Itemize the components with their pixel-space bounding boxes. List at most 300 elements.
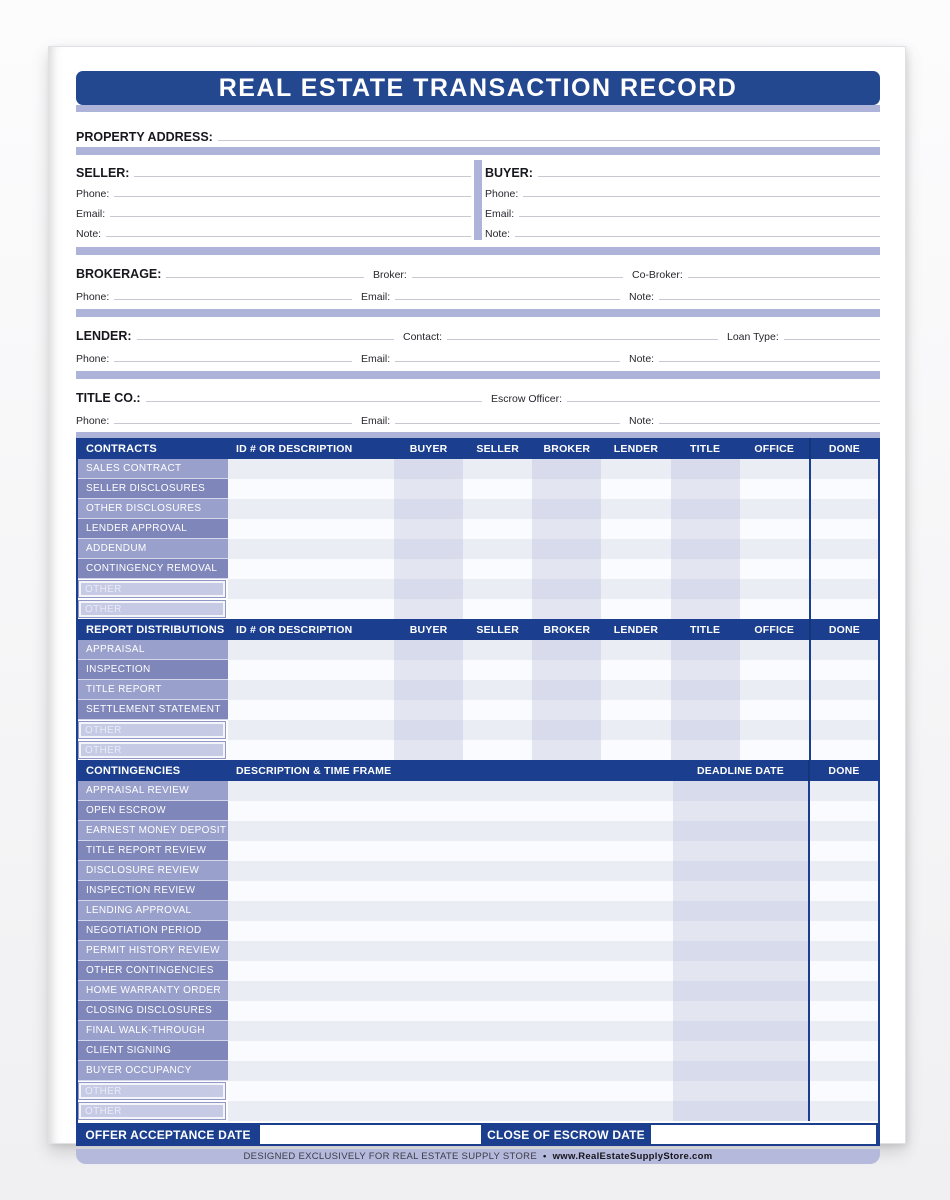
checkbox-cell-broker bbox=[532, 680, 601, 700]
checkbox-cell-buyer bbox=[394, 579, 463, 599]
checkbox-cell-done bbox=[809, 700, 878, 720]
checkbox-cell-office bbox=[740, 720, 809, 740]
checkbox-cell-done bbox=[809, 579, 878, 599]
brokerage-note-field bbox=[659, 299, 880, 300]
brokerage-row-1 bbox=[76, 259, 880, 281]
lender-phone-field bbox=[114, 361, 352, 362]
checkbox-cell-broker bbox=[532, 519, 601, 539]
checkbox-cell-seller bbox=[463, 539, 532, 559]
contingencies-row-label: CLIENT SIGNING bbox=[78, 1041, 228, 1061]
description-timeframe-cell bbox=[228, 1081, 673, 1101]
loan-type-label: Loan Type: bbox=[727, 331, 779, 343]
checkbox-cell-seller bbox=[463, 680, 532, 700]
form-sheet bbox=[48, 46, 906, 1162]
report-distributions-row-label: APPRAISAL bbox=[78, 640, 228, 660]
checkbox-cell-title bbox=[671, 680, 740, 700]
checkbox-cell-broker bbox=[532, 740, 601, 760]
checkbox-cell-buyer bbox=[394, 599, 463, 619]
dates-row bbox=[78, 1123, 878, 1146]
checkbox-cell-seller bbox=[463, 640, 532, 660]
description-cell bbox=[228, 499, 394, 519]
column-header-office: OFFICE bbox=[740, 619, 809, 640]
buyer-phone-label: Phone: bbox=[485, 188, 519, 200]
deadline-date-cell bbox=[673, 901, 808, 921]
title-co-name-field bbox=[146, 401, 482, 402]
description-cell bbox=[228, 740, 394, 760]
title-co-row-1 bbox=[76, 383, 880, 405]
checkbox-cell-office bbox=[740, 660, 809, 680]
lender-label: LENDER: bbox=[76, 329, 132, 343]
done-checkbox-cell bbox=[808, 1001, 878, 1021]
section-divider bbox=[76, 371, 880, 379]
checkbox-cell-seller bbox=[463, 720, 532, 740]
form-title: REAL ESTATE TRANSACTION RECORD bbox=[218, 73, 738, 102]
lender-phone-label: Phone: bbox=[76, 353, 110, 365]
buyer-email-row bbox=[485, 200, 880, 220]
checkbox-cell-broker bbox=[532, 720, 601, 740]
deadline-date-cell bbox=[673, 961, 808, 981]
buyer-phone-row bbox=[485, 180, 880, 200]
checkbox-cell-seller bbox=[463, 559, 532, 579]
report-distributions-header: REPORT DISTRIBUTIONS bbox=[78, 619, 228, 640]
brokerage-phone-field bbox=[114, 299, 352, 300]
checkbox-cell-lender bbox=[601, 720, 670, 740]
description-timeframe-cell bbox=[228, 781, 673, 801]
checkbox-cell-lender bbox=[601, 640, 670, 660]
done-checkbox-cell bbox=[808, 801, 878, 821]
contingencies-row-label: FINAL WALK-THROUGH bbox=[78, 1021, 228, 1041]
title-co-section bbox=[76, 382, 880, 430]
description-timeframe-cell bbox=[228, 821, 673, 841]
brokerage-email-label: Email: bbox=[361, 291, 391, 303]
lender-email-field bbox=[395, 361, 620, 362]
broker-field bbox=[412, 277, 623, 278]
checkbox-cell-broker bbox=[532, 459, 601, 479]
column-header-office: OFFICE bbox=[740, 438, 809, 459]
contingencies-row-label: OTHER bbox=[78, 1102, 226, 1120]
contracts-row-label: ADDENDUM bbox=[78, 539, 228, 559]
title-co-row-2 bbox=[76, 405, 880, 427]
checkbox-cell-buyer bbox=[394, 519, 463, 539]
description-cell bbox=[228, 660, 394, 680]
checkbox-cell-lender bbox=[601, 579, 670, 599]
buyer-section bbox=[485, 160, 880, 240]
offer-acceptance-date-field bbox=[258, 1123, 483, 1146]
seller-name-row bbox=[76, 160, 471, 180]
checkbox-cell-title bbox=[671, 459, 740, 479]
broker-label: Broker: bbox=[373, 269, 407, 281]
description-column-header: ID # OR DESCRIPTION bbox=[228, 438, 394, 459]
contingencies-row-label: PERMIT HISTORY REVIEW bbox=[78, 941, 228, 961]
contingencies-row-label: DISCLOSURE REVIEW bbox=[78, 861, 228, 881]
checkbox-cell-broker bbox=[532, 499, 601, 519]
column-header-lender: LENDER bbox=[601, 438, 670, 459]
contingencies-row-label: LENDING APPROVAL bbox=[78, 901, 228, 921]
contracts-row-label: CONTINGENCY REMOVAL bbox=[78, 559, 228, 579]
title-co-phone-field bbox=[114, 423, 352, 424]
cobroker-field bbox=[688, 277, 880, 278]
checkbox-cell-buyer bbox=[394, 700, 463, 720]
checkbox-cell-buyer bbox=[394, 660, 463, 680]
report-distributions-row-label: OTHER bbox=[78, 741, 226, 759]
checkbox-cell-seller bbox=[463, 479, 532, 499]
buyer-label: BUYER: bbox=[485, 166, 533, 180]
deadline-date-cell bbox=[673, 1061, 808, 1081]
done-checkbox-cell bbox=[808, 1021, 878, 1041]
footer-site: www.RealEstateSupplyStore.com bbox=[552, 1151, 713, 1162]
done-checkbox-cell bbox=[808, 941, 878, 961]
footer-bullet: • bbox=[542, 1151, 547, 1162]
description-cell bbox=[228, 579, 394, 599]
checkbox-cell-title bbox=[671, 599, 740, 619]
contracts-row-label: LENDER APPROVAL bbox=[78, 519, 228, 539]
checkbox-cell-lender bbox=[601, 740, 670, 760]
contingencies-row-label: APPRAISAL REVIEW bbox=[78, 781, 228, 801]
lender-section bbox=[76, 320, 880, 368]
checkbox-cell-done bbox=[809, 559, 878, 579]
checkbox-cell-done bbox=[809, 479, 878, 499]
brokerage-section bbox=[76, 258, 880, 306]
column-header-broker: BROKER bbox=[532, 438, 601, 459]
checkbox-cell-title bbox=[671, 479, 740, 499]
contingencies-row-label: OTHER CONTINGENCIES bbox=[78, 961, 228, 981]
lender-email-label: Email: bbox=[361, 353, 391, 365]
seller-label: SELLER: bbox=[76, 166, 130, 180]
checkbox-cell-buyer bbox=[394, 740, 463, 760]
report-distributions-row-label: INSPECTION bbox=[78, 660, 228, 680]
description-timeframe-cell bbox=[228, 901, 673, 921]
checkbox-cell-done bbox=[809, 640, 878, 660]
contracts-header: CONTRACTS bbox=[78, 438, 228, 459]
title-underline-strip bbox=[76, 105, 880, 112]
report-distributions-table bbox=[78, 619, 878, 760]
deadline-date-cell bbox=[673, 801, 808, 821]
description-timeframe-cell bbox=[228, 961, 673, 981]
description-cell bbox=[228, 479, 394, 499]
contracts-row-label: OTHER DISCLOSURES bbox=[78, 499, 228, 519]
title-co-email-label: Email: bbox=[361, 415, 391, 427]
checkbox-cell-office bbox=[740, 519, 809, 539]
buyer-email-label: Email: bbox=[485, 208, 515, 220]
contingencies-row-label: INSPECTION REVIEW bbox=[78, 881, 228, 901]
done-checkbox-cell bbox=[808, 841, 878, 861]
checkbox-cell-broker bbox=[532, 660, 601, 680]
done-checkbox-cell bbox=[808, 781, 878, 801]
checkbox-cell-done bbox=[809, 499, 878, 519]
checkbox-cell-seller bbox=[463, 499, 532, 519]
brokerage-name-field bbox=[166, 277, 364, 278]
column-header-seller: SELLER bbox=[463, 619, 532, 640]
description-timeframe-cell bbox=[228, 981, 673, 1001]
checkbox-cell-seller bbox=[463, 459, 532, 479]
lender-row-1 bbox=[76, 321, 880, 343]
done-checkbox-cell bbox=[808, 981, 878, 1001]
checkbox-cell-done bbox=[809, 740, 878, 760]
seller-phone-field bbox=[114, 196, 471, 197]
lender-contact-field bbox=[447, 339, 718, 340]
close-escrow-date-field bbox=[649, 1123, 878, 1146]
footer-text: DESIGNED EXCLUSIVELY FOR REAL ESTATE SUPPLY STORE bbox=[243, 1151, 537, 1162]
checkbox-cell-office bbox=[740, 700, 809, 720]
title-co-note-label: Note: bbox=[629, 415, 655, 427]
seller-note-row bbox=[76, 220, 471, 240]
buyer-name-field bbox=[538, 176, 880, 177]
column-header-broker: BROKER bbox=[532, 619, 601, 640]
loan-type-field bbox=[784, 339, 880, 340]
deadline-date-cell bbox=[673, 1021, 808, 1041]
contingencies-row-label: TITLE REPORT REVIEW bbox=[78, 841, 228, 861]
description-timeframe-cell bbox=[228, 1061, 673, 1081]
checkbox-cell-title bbox=[671, 519, 740, 539]
description-timeframe-cell bbox=[228, 1041, 673, 1061]
property-address-field bbox=[218, 140, 880, 141]
checkbox-cell-title bbox=[671, 640, 740, 660]
seller-email-label: Email: bbox=[76, 208, 106, 220]
checkbox-cell-lender bbox=[601, 459, 670, 479]
description-timeframe-cell bbox=[228, 881, 673, 901]
description-timeframe-cell bbox=[228, 1021, 673, 1041]
checkbox-cell-office bbox=[740, 559, 809, 579]
description-cell bbox=[228, 680, 394, 700]
seller-section bbox=[76, 160, 471, 240]
checkbox-cell-seller bbox=[463, 599, 532, 619]
contingencies-row-label: NEGOTIATION PERIOD bbox=[78, 921, 228, 941]
brokerage-row-2 bbox=[76, 281, 880, 303]
checkbox-cell-seller bbox=[463, 700, 532, 720]
deadline-date-cell bbox=[673, 1041, 808, 1061]
checklist-tables bbox=[78, 438, 878, 1121]
section-divider bbox=[76, 247, 880, 255]
contingencies-row-label: OTHER bbox=[78, 1082, 226, 1100]
checkbox-cell-seller bbox=[463, 660, 532, 680]
lender-row-2 bbox=[76, 343, 880, 365]
checkbox-cell-buyer bbox=[394, 479, 463, 499]
contingencies-header: CONTINGENCIES bbox=[78, 760, 228, 781]
checkbox-cell-broker bbox=[532, 479, 601, 499]
checkbox-cell-office bbox=[740, 640, 809, 660]
checkbox-cell-done bbox=[809, 539, 878, 559]
section-divider bbox=[76, 147, 880, 155]
checkbox-cell-lender bbox=[601, 519, 670, 539]
description-cell bbox=[228, 519, 394, 539]
seller-name-field bbox=[134, 176, 471, 177]
buyer-note-label: Note: bbox=[485, 228, 511, 240]
done-checkbox-cell bbox=[808, 961, 878, 981]
checkbox-cell-broker bbox=[532, 640, 601, 660]
buyer-note-row bbox=[485, 220, 880, 240]
checkbox-cell-done bbox=[809, 660, 878, 680]
footer-bar bbox=[76, 1149, 880, 1164]
column-header-done: DONE bbox=[809, 619, 878, 640]
checkbox-cell-title bbox=[671, 740, 740, 760]
checkbox-cell-lender bbox=[601, 680, 670, 700]
contracts-row-label: SELLER DISCLOSURES bbox=[78, 479, 228, 499]
description-timeframe-cell bbox=[228, 841, 673, 861]
checkbox-cell-seller bbox=[463, 579, 532, 599]
done-checkbox-cell bbox=[808, 881, 878, 901]
column-header-seller: SELLER bbox=[463, 438, 532, 459]
description-cell bbox=[228, 459, 394, 479]
checkbox-cell-office bbox=[740, 680, 809, 700]
checkbox-cell-office bbox=[740, 499, 809, 519]
description-cell bbox=[228, 539, 394, 559]
section-divider bbox=[76, 309, 880, 317]
checkbox-cell-lender bbox=[601, 499, 670, 519]
seller-note-field bbox=[106, 236, 471, 237]
contingencies-row-label: BUYER OCCUPANCY bbox=[78, 1061, 228, 1081]
checkbox-cell-done bbox=[809, 599, 878, 619]
checkbox-cell-title bbox=[671, 559, 740, 579]
checkbox-cell-office bbox=[740, 539, 809, 559]
deadline-date-cell bbox=[673, 821, 808, 841]
contracts-row-label: OTHER bbox=[78, 580, 226, 598]
title-co-label: TITLE CO.: bbox=[76, 391, 141, 405]
column-header-title: TITLE bbox=[671, 619, 740, 640]
buyer-phone-field bbox=[523, 196, 880, 197]
buyer-email-field bbox=[519, 216, 880, 217]
description-cell bbox=[228, 700, 394, 720]
checkbox-cell-buyer bbox=[394, 539, 463, 559]
done-checkbox-cell bbox=[808, 861, 878, 881]
checkbox-cell-buyer bbox=[394, 559, 463, 579]
checkbox-cell-broker bbox=[532, 700, 601, 720]
checkbox-cell-title bbox=[671, 720, 740, 740]
checkbox-cell-office bbox=[740, 740, 809, 760]
lender-note-field bbox=[659, 361, 880, 362]
seller-email-row bbox=[76, 200, 471, 220]
contracts-row-label: SALES CONTRACT bbox=[78, 459, 228, 479]
lender-note-label: Note: bbox=[629, 353, 655, 365]
done-header: DONE bbox=[808, 760, 878, 781]
seller-note-label: Note: bbox=[76, 228, 102, 240]
title-co-phone-label: Phone: bbox=[76, 415, 110, 427]
checkbox-cell-office bbox=[740, 599, 809, 619]
column-header-title: TITLE bbox=[671, 438, 740, 459]
checkbox-cell-broker bbox=[532, 599, 601, 619]
deadline-date-cell bbox=[673, 941, 808, 961]
title-co-note-field bbox=[659, 423, 880, 424]
deadline-date-cell bbox=[673, 1101, 808, 1121]
lender-contact-label: Contact: bbox=[403, 331, 443, 343]
report-distributions-row-label: SETTLEMENT STATEMENT bbox=[78, 700, 228, 720]
deadline-date-cell bbox=[673, 881, 808, 901]
description-timeframe-cell bbox=[228, 801, 673, 821]
checkbox-cell-buyer bbox=[394, 680, 463, 700]
column-header-buyer: BUYER bbox=[394, 619, 463, 640]
checkbox-cell-seller bbox=[463, 740, 532, 760]
deadline-date-cell bbox=[673, 841, 808, 861]
title-co-email-field bbox=[395, 423, 620, 424]
checkbox-cell-title bbox=[671, 539, 740, 559]
contingencies-row-label: OPEN ESCROW bbox=[78, 801, 228, 821]
column-header-lender: LENDER bbox=[601, 619, 670, 640]
checkbox-cell-seller bbox=[463, 519, 532, 539]
brokerage-note-label: Note: bbox=[629, 291, 655, 303]
description-timeframe-cell bbox=[228, 921, 673, 941]
deadline-date-cell bbox=[673, 781, 808, 801]
form-title-bar bbox=[76, 71, 880, 105]
description-timeframe-cell bbox=[228, 861, 673, 881]
checkbox-cell-lender bbox=[601, 599, 670, 619]
checkbox-cell-done bbox=[809, 459, 878, 479]
contracts-row-label: OTHER bbox=[78, 600, 226, 618]
cobroker-label: Co-Broker: bbox=[632, 269, 683, 281]
checkbox-cell-buyer bbox=[394, 720, 463, 740]
checkbox-cell-done bbox=[809, 720, 878, 740]
checkbox-cell-office bbox=[740, 459, 809, 479]
seller-phone-row bbox=[76, 180, 471, 200]
checkbox-cell-done bbox=[809, 680, 878, 700]
parties-vertical-divider bbox=[474, 160, 482, 240]
contingencies-row-label: EARNEST MONEY DEPOSIT bbox=[78, 821, 228, 841]
checkbox-cell-lender bbox=[601, 479, 670, 499]
description-timeframe-cell bbox=[228, 941, 673, 961]
done-checkbox-cell bbox=[808, 901, 878, 921]
checkbox-cell-buyer bbox=[394, 640, 463, 660]
offer-acceptance-date-label: OFFER ACCEPTANCE DATE bbox=[78, 1123, 258, 1146]
description-cell bbox=[228, 640, 394, 660]
done-checkbox-cell bbox=[808, 1061, 878, 1081]
escrow-officer-label: Escrow Officer: bbox=[491, 393, 562, 405]
done-checkbox-cell bbox=[808, 821, 878, 841]
property-address-row bbox=[76, 118, 880, 144]
description-column-header: ID # OR DESCRIPTION bbox=[228, 619, 394, 640]
checkbox-cell-broker bbox=[532, 539, 601, 559]
parties-section bbox=[76, 158, 880, 244]
description-timeframe-header: DESCRIPTION & TIME FRAME bbox=[228, 760, 673, 781]
deadline-date-cell bbox=[673, 921, 808, 941]
deadline-date-cell bbox=[673, 981, 808, 1001]
checkbox-cell-broker bbox=[532, 559, 601, 579]
checkbox-cell-lender bbox=[601, 559, 670, 579]
description-cell bbox=[228, 559, 394, 579]
contracts-table bbox=[78, 438, 878, 619]
escrow-officer-field bbox=[567, 401, 880, 402]
buyer-note-field bbox=[515, 236, 880, 237]
lender-name-field bbox=[137, 339, 394, 340]
checkbox-cell-title bbox=[671, 499, 740, 519]
column-header-done: DONE bbox=[809, 438, 878, 459]
checkbox-cell-buyer bbox=[394, 459, 463, 479]
column-header-buyer: BUYER bbox=[394, 438, 463, 459]
checkbox-cell-title bbox=[671, 660, 740, 680]
deadline-date-header: DEADLINE DATE bbox=[673, 760, 808, 781]
checkbox-cell-title bbox=[671, 579, 740, 599]
description-cell bbox=[228, 720, 394, 740]
deadline-date-cell bbox=[673, 1081, 808, 1101]
brokerage-phone-label: Phone: bbox=[76, 291, 110, 303]
brokerage-email-field bbox=[395, 299, 620, 300]
deadline-date-cell bbox=[673, 1001, 808, 1021]
form-content bbox=[49, 47, 907, 1164]
contingencies-row-label: HOME WARRANTY ORDER bbox=[78, 981, 228, 1001]
seller-email-field bbox=[110, 216, 471, 217]
checkbox-cell-lender bbox=[601, 700, 670, 720]
description-timeframe-cell bbox=[228, 1001, 673, 1021]
contingencies-table bbox=[78, 760, 878, 1121]
checkbox-cell-lender bbox=[601, 660, 670, 680]
report-distributions-row-label: OTHER bbox=[78, 721, 226, 739]
property-address-label: PROPERTY ADDRESS: bbox=[76, 130, 213, 144]
checkbox-cell-lender bbox=[601, 539, 670, 559]
deadline-date-cell bbox=[673, 861, 808, 881]
description-cell bbox=[228, 599, 394, 619]
checkbox-cell-office bbox=[740, 479, 809, 499]
checkbox-cell-title bbox=[671, 700, 740, 720]
done-checkbox-cell bbox=[808, 1041, 878, 1061]
done-checkbox-cell bbox=[808, 1081, 878, 1101]
seller-phone-label: Phone: bbox=[76, 188, 110, 200]
